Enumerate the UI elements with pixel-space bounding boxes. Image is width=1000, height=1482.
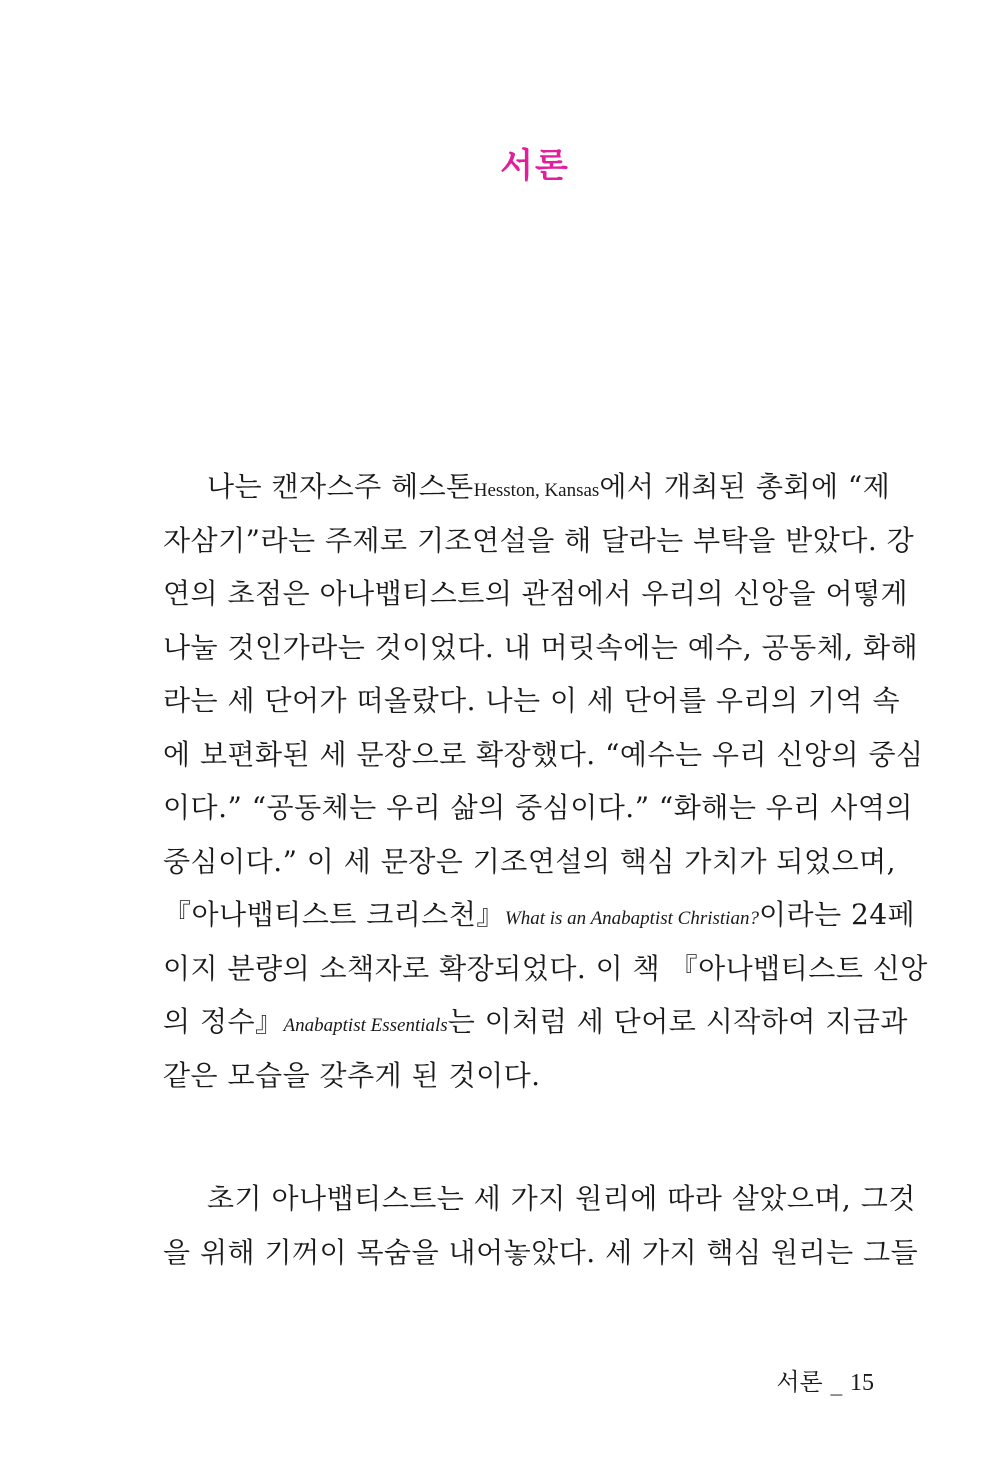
text-line: 나눌 것인가라는 것이었다. 내 머릿속에는 예수, 공동체, 화해 (163, 630, 919, 664)
text-line: 나는 캔자스주 헤스톤Hesston, Kansas에서 개최된 총회에 “제 (207, 470, 891, 503)
text-line: 을 위해 기꺼이 목숨을 내어놓았다. 세 가지 핵심 원리는 그들 (163, 1235, 919, 1269)
text-line: 초기 아나뱁티스트는 세 가지 원리에 따라 살았으며, 그것 (207, 1182, 916, 1215)
text-line: 이지 분량의 소책자로 확장되었다. 이 책 『아나뱁티스트 신앙 (163, 951, 928, 985)
chapter-title: 서론 (500, 146, 570, 186)
text-line: 중심이다.” 이 세 문장은 기조연설의 핵심 가치가 되었으며, (163, 844, 897, 878)
text-line: 라는 세 단어가 떠올랐다. 나는 이 세 단어를 우리의 기억 속 (163, 684, 901, 717)
text-line: 『아나뱁티스트 크리스천』What is an Anabaptist Christian?이라는 24페 (163, 898, 916, 931)
text-line: 연의 초점은 아나뱁티스트의 관점에서 우리의 신앙을 어떻게 (163, 577, 909, 610)
paragraph-1 (163, 460, 928, 1102)
paragraph-2 (163, 1172, 919, 1279)
running-head: 서론 _ (776, 1368, 843, 1396)
page-number: 15 (850, 1370, 874, 1396)
text-line: 이다.” “공동체는 우리 삶의 중심이다.” “화해는 우리 사역의 (163, 791, 913, 824)
page-footer (776, 1362, 874, 1397)
text-line: 에 보편화된 세 문장으로 확장했다. “예수는 우리 신앙의 중심 (163, 737, 924, 771)
text-line: 같은 모습을 갖추게 된 것이다. (163, 1058, 541, 1092)
text-line: 자삼기”라는 주제로 기조연설을 해 달라는 부탁을 받았다. 강 (163, 523, 915, 557)
text-line: 의 정수』Anabaptist Essentials는 이처럼 세 단어로 시작하여 지금과 (163, 1005, 908, 1038)
